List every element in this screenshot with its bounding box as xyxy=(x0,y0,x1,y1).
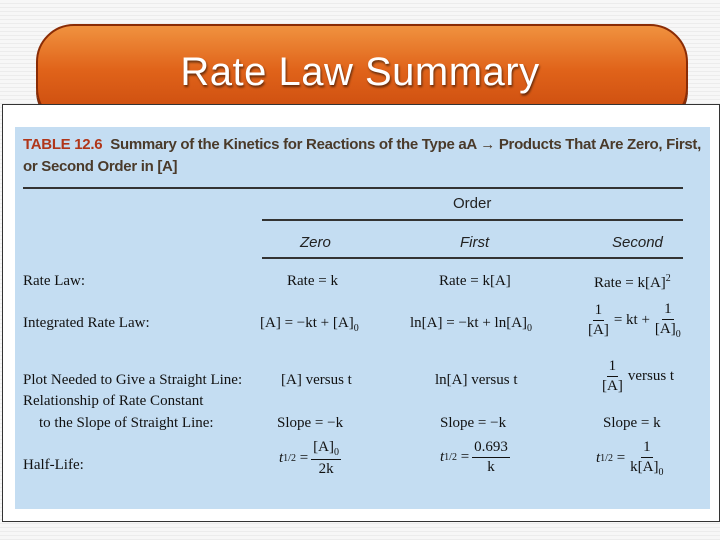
rate-law-second xyxy=(594,273,671,292)
rule-columns xyxy=(262,257,683,259)
integrated-second-frac-2 xyxy=(653,301,683,340)
order-header: Order xyxy=(453,195,492,212)
rate-law-second-exponent: 2 xyxy=(665,273,671,284)
slope-first: Slope = −k xyxy=(440,415,507,431)
half-life-zero-frac xyxy=(311,439,341,478)
integrated-zero-sub: 0 xyxy=(353,323,359,334)
half-life-second-num: 1 xyxy=(641,439,653,458)
slope-zero: Slope = −k xyxy=(277,415,344,431)
row-label-slope-1: Relationship of Rate Constant xyxy=(23,393,204,409)
integrated-zero-text: [A] = −kt + [A] xyxy=(260,315,354,331)
row-label-integrated: Integrated Rate Law: xyxy=(23,315,150,331)
rate-law-second-text: Rate = k[A] xyxy=(594,275,666,291)
half-life-second-lhs-sub: 1/2 xyxy=(600,452,613,464)
rate-law-first: Rate = k[A] xyxy=(439,273,511,289)
column-header-second: Second xyxy=(612,234,663,251)
rule-order xyxy=(262,219,683,221)
table-frame xyxy=(2,104,720,522)
integrated-second-den-2-sub: 0 xyxy=(675,328,681,340)
integrated-second-mid: = kt + xyxy=(613,311,650,328)
half-life-first-den: k xyxy=(487,458,495,475)
integrated-first-sub: 0 xyxy=(527,323,533,334)
half-life-zero-num-sub: 0 xyxy=(334,447,339,458)
half-life-first-lhs: t xyxy=(440,448,445,465)
integrated-second-num-1: 1 xyxy=(593,302,605,321)
column-header-zero: Zero xyxy=(300,234,331,251)
plot-second-tail: versus t xyxy=(627,367,675,384)
column-header-first: First xyxy=(460,234,490,251)
slide-title: Rate Law Summary xyxy=(180,50,540,94)
half-life-zero xyxy=(279,439,344,478)
integrated-first-text: ln[A] = −kt + ln[A] xyxy=(410,315,528,331)
table-caption xyxy=(23,134,703,178)
half-life-first-eq: = xyxy=(460,448,470,465)
rate-law-zero: Rate = k xyxy=(287,273,338,289)
integrated-second-den-2-text: [A] xyxy=(654,320,676,337)
integrated-second-den-2 xyxy=(653,320,683,340)
half-life-zero-lhs: t xyxy=(279,449,284,466)
plot-first: ln[A] versus t xyxy=(435,372,518,388)
plot-zero: [A] versus t xyxy=(281,372,352,388)
row-label-plot: Plot Needed to Give a Straight Line: xyxy=(23,372,243,388)
half-life-second-den xyxy=(628,458,665,478)
integrated-zero xyxy=(260,315,359,334)
half-life-zero-lhs-sub: 1/2 xyxy=(283,452,296,464)
row-label-half-life: Half-Life: xyxy=(23,457,84,473)
half-life-first-lhs-sub: 1/2 xyxy=(444,451,457,463)
plot-second-den: [A] xyxy=(602,377,623,394)
half-life-second-frac xyxy=(628,439,665,478)
plot-second xyxy=(597,358,674,394)
row-label-rate-law: Rate Law: xyxy=(23,273,86,289)
integrated-first xyxy=(410,315,532,334)
half-life-second-eq: = xyxy=(616,449,626,466)
plot-second-num: 1 xyxy=(607,358,619,377)
half-life-second-den-text: k[A] xyxy=(630,458,659,475)
half-life-zero-den: 2k xyxy=(318,461,334,477)
half-life-zero-eq: = xyxy=(299,449,309,466)
integrated-second xyxy=(583,301,686,340)
half-life-first-frac xyxy=(472,439,510,475)
row-label-slope-2: to the Slope of Straight Line: xyxy=(39,415,214,431)
plot-second-frac xyxy=(600,358,625,394)
half-life-second-den-sub: 0 xyxy=(658,466,664,478)
integrated-second-frac-1 xyxy=(586,302,611,338)
integrated-second-num-2: 1 xyxy=(662,301,674,320)
half-life-second-lhs: t xyxy=(596,449,601,466)
half-life-first xyxy=(440,439,513,475)
half-life-first-num: 0.693 xyxy=(472,439,510,458)
half-life-second xyxy=(596,439,669,478)
slope-second: Slope = k xyxy=(603,415,661,431)
table-caption-text: Summary of the Kinetics for Reactions of the Type aA → Products That Are Zero, First, or Second Order in [A] xyxy=(23,136,701,175)
half-life-zero-num xyxy=(311,439,341,460)
half-life-zero-num-text: [A] xyxy=(313,439,334,455)
integrated-second-den-1: [A] xyxy=(588,321,609,338)
rule-top xyxy=(23,187,683,189)
kinetics-table xyxy=(15,127,710,509)
table-number: TABLE 12.6 xyxy=(23,136,103,153)
